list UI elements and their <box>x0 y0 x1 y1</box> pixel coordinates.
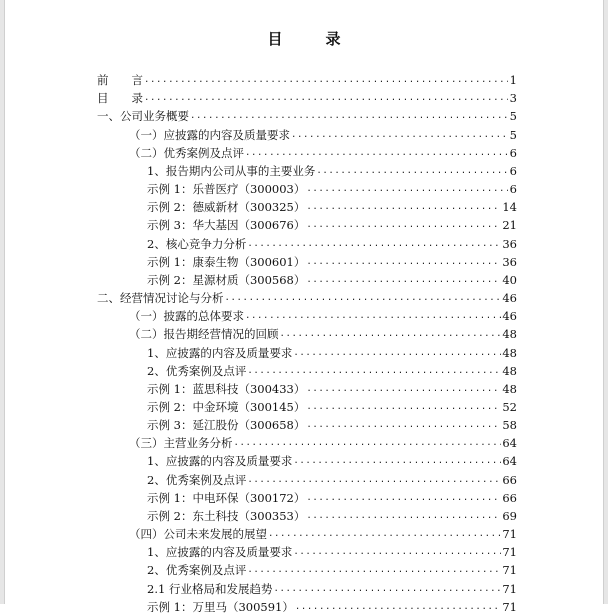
toc-entry-text: 示例 3：延江股份（300658） <box>147 418 306 433</box>
toc-dot-leader <box>245 309 501 323</box>
toc-page-number: 71 <box>502 599 517 614</box>
toc-dot-leader <box>247 237 501 251</box>
toc-entry-text: （二）优秀案例及点评 <box>129 145 244 160</box>
toc-entry[interactable] <box>97 378 517 396</box>
toc-page-number: 46 <box>502 309 517 324</box>
toc-page-number: 3 <box>509 91 517 106</box>
toc-dot-leader <box>306 255 501 269</box>
toc-page-number: 48 <box>502 363 517 378</box>
toc-entry[interactable] <box>97 160 517 178</box>
toc-dot-leader <box>306 382 501 396</box>
toc-page-number: 66 <box>502 472 517 487</box>
toc-entry-text: （一）应披露的内容及质量要求 <box>129 127 290 142</box>
toc-page-number: 64 <box>502 454 517 469</box>
toc-page-number: 64 <box>502 436 517 451</box>
toc-entry[interactable] <box>97 541 517 559</box>
toc-entry-text: 示例 1：中电环保（300172） <box>147 490 306 505</box>
toc-entry[interactable] <box>97 269 517 287</box>
toc-entry-text: 1、应披露的内容及质量要求 <box>147 545 293 560</box>
toc-entry[interactable] <box>97 505 517 523</box>
table-of-contents <box>97 69 517 614</box>
toc-dot-leader <box>247 364 501 378</box>
toc-dot-leader <box>225 291 502 305</box>
toc-page-number: 36 <box>502 254 517 269</box>
toc-entry-text: 示例 1：万里马（300591） <box>147 599 294 614</box>
toc-page-number: 6 <box>509 182 517 197</box>
toc-dot-leader <box>234 436 502 450</box>
toc-dot-leader <box>306 491 501 505</box>
toc-entry-text: 示例 3：华大基因（300676） <box>147 218 306 233</box>
toc-entry[interactable] <box>97 414 517 432</box>
toc-entry-text: （一）披露的总体要求 <box>129 309 244 324</box>
toc-dot-leader <box>306 182 508 196</box>
toc-entry-text: 2、优秀案例及点评 <box>147 363 247 378</box>
toc-page-number: 14 <box>502 200 517 215</box>
toc-entry-text: 1、应披露的内容及质量要求 <box>147 454 293 469</box>
toc-page-number: 6 <box>509 145 517 160</box>
toc-entry-text: （四）公司未来发展的展望 <box>129 527 267 542</box>
toc-dot-leader <box>306 509 501 523</box>
toc-entry[interactable] <box>97 178 517 196</box>
toc-page-number: 48 <box>502 381 517 396</box>
toc-dot-leader <box>306 218 501 232</box>
toc-entry-text: 示例 2：中金环境（300145） <box>147 399 306 414</box>
toc-entry[interactable] <box>97 251 517 269</box>
toc-entry-text: 示例 2：星源材质（300568） <box>147 272 306 287</box>
toc-entry-text: 前 言 <box>97 73 143 88</box>
toc-entry[interactable] <box>97 69 517 87</box>
toc-dot-leader <box>306 400 501 414</box>
toc-page-number: 71 <box>502 545 517 560</box>
toc-entry[interactable] <box>97 142 517 160</box>
toc-dot-leader <box>306 418 501 432</box>
toc-page-number: 69 <box>502 508 517 523</box>
toc-page-number: 48 <box>502 345 517 360</box>
toc-page-number: 58 <box>502 418 517 433</box>
toc-page-number: 46 <box>502 291 517 306</box>
toc-entry[interactable] <box>97 105 517 123</box>
toc-page-number: 52 <box>502 399 517 414</box>
toc-title: 目 录 <box>267 30 355 48</box>
toc-entry-text: 2、优秀案例及点评 <box>147 472 247 487</box>
toc-entry[interactable] <box>97 468 517 486</box>
viewer-right-border <box>603 0 608 604</box>
toc-entry-text: 2.1 行业格局和发展趋势 <box>147 581 273 596</box>
toc-dot-leader <box>247 563 501 577</box>
document-page <box>5 0 603 614</box>
toc-entry-text: 1、报告期内公司从事的主要业务 <box>147 163 316 178</box>
toc-entry-text: 一、公司业务概要 <box>97 109 189 124</box>
toc-dot-leader <box>306 273 501 287</box>
toc-entry[interactable] <box>97 432 517 450</box>
toc-entry[interactable] <box>97 341 517 359</box>
toc-dot-leader <box>306 200 501 214</box>
toc-entry-text: 示例 2：德威新材（300325） <box>147 200 306 215</box>
toc-entry-text: （二）报告期经营情况的回顾 <box>129 327 279 342</box>
toc-dot-leader <box>245 146 508 160</box>
toc-entry[interactable] <box>97 450 517 468</box>
toc-page-number: 40 <box>502 272 517 287</box>
toc-page-number: 48 <box>502 327 517 342</box>
toc-entry-text: 2、核心竞争力分析 <box>147 236 247 251</box>
toc-dot-leader <box>316 164 508 178</box>
toc-dot-leader <box>144 91 508 105</box>
toc-entry[interactable] <box>97 396 517 414</box>
toc-entry[interactable] <box>97 305 517 323</box>
toc-entry-text: 示例 1：乐普医疗（300003） <box>147 182 306 197</box>
toc-dot-leader <box>144 73 508 87</box>
toc-entry-text: 目 录 <box>97 91 143 106</box>
toc-entry[interactable] <box>97 596 517 614</box>
toc-dot-leader <box>291 128 508 142</box>
toc-page-number: 36 <box>502 236 517 251</box>
toc-dot-leader <box>280 327 502 341</box>
toc-entry[interactable] <box>97 523 517 541</box>
toc-dot-leader <box>247 473 501 487</box>
toc-entry[interactable] <box>97 232 517 250</box>
toc-page-number: 1 <box>509 73 517 88</box>
toc-page-number: 6 <box>509 163 517 178</box>
toc-entry-text: 二、经营情况讨论与分析 <box>97 291 224 306</box>
toc-entry[interactable] <box>97 360 517 378</box>
toc-entry[interactable] <box>97 287 517 305</box>
toc-page-number: 71 <box>502 527 517 542</box>
toc-page-number: 66 <box>502 490 517 505</box>
toc-dot-leader <box>293 454 501 468</box>
toc-dot-leader <box>273 582 501 596</box>
toc-page-number: 71 <box>502 563 517 578</box>
toc-entry-text: 2、优秀案例及点评 <box>147 563 247 578</box>
toc-dot-leader <box>190 109 508 123</box>
toc-entry-text: 示例 2：东土科技（300353） <box>147 508 306 523</box>
toc-page-number: 71 <box>502 581 517 596</box>
toc-dot-leader <box>293 545 501 559</box>
toc-entry[interactable] <box>97 487 517 505</box>
toc-page-number: 21 <box>502 218 517 233</box>
toc-dot-leader <box>268 527 501 541</box>
toc-page-number: 5 <box>509 127 517 142</box>
toc-entry[interactable] <box>97 323 517 341</box>
toc-entry[interactable] <box>97 123 517 141</box>
toc-dot-leader <box>293 346 501 360</box>
toc-entry[interactable] <box>97 559 517 577</box>
toc-entry[interactable] <box>97 87 517 105</box>
toc-entry-text: 1、应披露的内容及质量要求 <box>147 345 293 360</box>
toc-entry-text: 示例 1：蓝思科技（300433） <box>147 381 306 396</box>
toc-entry[interactable] <box>97 214 517 232</box>
toc-entry[interactable] <box>97 577 517 595</box>
toc-entry-text: （三）主营业务分析 <box>129 436 233 451</box>
toc-entry[interactable] <box>97 196 517 214</box>
toc-dot-leader <box>295 600 501 614</box>
toc-entry-text: 示例 1：康泰生物（300601） <box>147 254 306 269</box>
toc-page-number: 5 <box>509 109 517 124</box>
